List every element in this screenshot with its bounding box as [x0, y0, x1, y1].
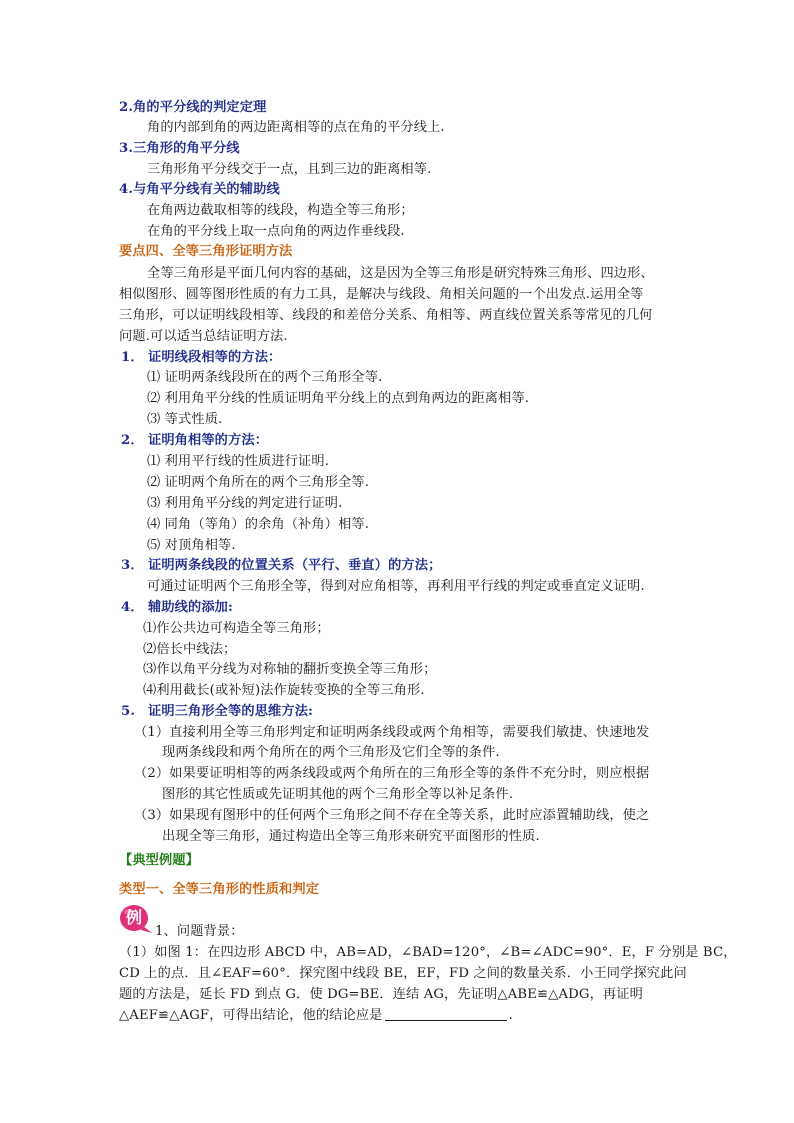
method-thinking-item2-line2: 图形的其它性质或先证明其他的两个三角形全等以补足条件.	[162, 787, 514, 802]
method-angles-item: ⑴ 利用平行线的性质进行证明.	[147, 454, 330, 469]
key-point-four-para-line4: 问题.可以适当总结证明方法.	[119, 329, 288, 344]
method-thinking-item1-line2: 现两条线段和两个角所在的两个三角形及它们全等的条件.	[162, 745, 500, 760]
method-segments-number: 1．	[121, 350, 144, 365]
example-line4-suffix: .	[508, 1008, 513, 1023]
method-auxiliary-lines-title: 辅助线的添加:	[148, 600, 234, 615]
method-angles-item: ⑵ 证明两个角所在的两个三角形全等.	[147, 475, 370, 490]
method-position-number: 3．	[121, 558, 144, 573]
method-auxiliary-lines-item: ⑶作以角平分线为对称轴的翻折变换全等三角形；	[143, 662, 437, 677]
method-angles-item: ⑷ 同角（等角）的余角（补角）相等.	[147, 517, 370, 532]
example-line2: CD 上的点．且∠EAF=60°．探究图中线段 BE，EF，FD 之间的数量关系．小王同学探究此问	[119, 966, 687, 981]
section-judgement-heading: 2.角的平分线的判定定理	[119, 100, 267, 115]
method-angles-item: ⑸ 对顶角相等.	[147, 538, 236, 553]
example-badge-label: 例	[125, 908, 142, 927]
example-type-heading: 类型一、全等三角形的性质和判定	[119, 882, 320, 897]
example-line3: 题的方法是，延长 FD 到点 G．使 DG=BE．连结 AG，先证明△ABE≌△ADG，再证明	[119, 987, 643, 1002]
method-segments-item: ⑶ 等式性质.	[147, 412, 223, 427]
method-auxiliary-lines-item: ⑷利用截长(或补短)法作旋转变换的全等三角形.	[143, 683, 425, 698]
method-auxiliary-lines-item: ⑵倍长中线法；	[143, 642, 237, 657]
section-auxiliary-heading: 4.与角平分线有关的辅助线	[119, 182, 280, 197]
method-thinking-number: 5.	[121, 704, 136, 719]
method-thinking-item2-line1: （2）如果要证明相等的两条线段或两个角所在的三角形全等的条件不充分时，则应根据	[134, 766, 650, 781]
key-point-four-heading: 要点四、全等三角形证明方法	[119, 244, 293, 259]
section-judgement-body: 角的内部到角的两边距离相等的点在角的平分线上.	[147, 120, 445, 135]
example-problem-title: 1、问题背景：	[155, 924, 244, 939]
section-auxiliary-line2: 在角的平分线上取一点向角的两边作垂线段.	[147, 224, 405, 239]
key-point-four-para-line2: 相似图形、圆等图形性质的有力工具，是解决与线段、角相关问题的一个出发点.运用全等	[119, 287, 644, 302]
method-position-title: 证明两条线段的位置关系（平行、垂直）的方法；	[148, 558, 442, 573]
key-point-four-para-line1: 全等三角形是平面几何内容的基础，这是因为全等三角形是研究特殊三角形、四边形、	[147, 266, 654, 281]
section-bisector-heading: 3.三角形的角平分线	[119, 141, 240, 156]
method-auxiliary-lines-number: 4．	[121, 600, 144, 615]
method-angles-item: ⑶ 利用角平分线的判定进行证明.	[147, 496, 343, 511]
example-badge	[119, 904, 153, 934]
key-point-four-para-line3: 三角形，可以证明线段相等、线段的和差倍分关系、角相等、两直线位置关系等常见的几何	[119, 308, 653, 323]
example-line4	[119, 1006, 513, 1026]
section-bisector-body: 三角形角平分线交于一点，且到三边的距离相等.	[147, 162, 432, 177]
method-angles-number: 2．	[121, 433, 144, 448]
method-thinking-item1-line1: （1）直接利用全等三角形判定和证明两条线段或两个角相等，需要我们敏捷、快速地发	[134, 725, 650, 740]
method-angles-title: 证明角相等的方法：	[148, 433, 269, 448]
section-auxiliary-line1: 在角两边截取相等的线段，构造全等三角形；	[147, 203, 414, 218]
method-thinking-item3-line1: （3）如果现有图形中的任何两个三角形之间不存在全等关系，此时应添置辅助线，使之	[134, 808, 650, 823]
method-position-body: 可通过证明两个三角形全等，得到对应角相等，再利用平行线的判定或垂直定义证明.	[147, 579, 645, 594]
method-thinking-title: 证明三角形全等的思维方法:	[148, 704, 314, 719]
answer-blank[interactable]	[385, 1006, 507, 1021]
example-line4-prefix: △AEF≌△AGF，可得出结论，他的结论应是	[119, 1008, 383, 1023]
method-segments-item: ⑵ 利用角平分线的性质证明角平分线上的点到角两边的距离相等.	[147, 391, 530, 406]
example-line1: （1）如图 1：在四边形 ABCD 中，AB=AD，∠BAD=120°，∠B=∠ADC=90°．E，F 分别是 BC，	[119, 945, 737, 960]
examples-heading: 【典型例题】	[119, 853, 200, 868]
method-segments-title: 证明线段相等的方法：	[148, 350, 282, 365]
method-segments-item: ⑴ 证明两条线段所在的两个三角形全等.	[147, 370, 383, 385]
method-thinking-item3-line2: 出现全等三角形，通过构造出全等三角形来研究平面图形的性质.	[162, 829, 540, 844]
method-auxiliary-lines-item: ⑴作公共边可构造全等三角形；	[143, 621, 330, 636]
